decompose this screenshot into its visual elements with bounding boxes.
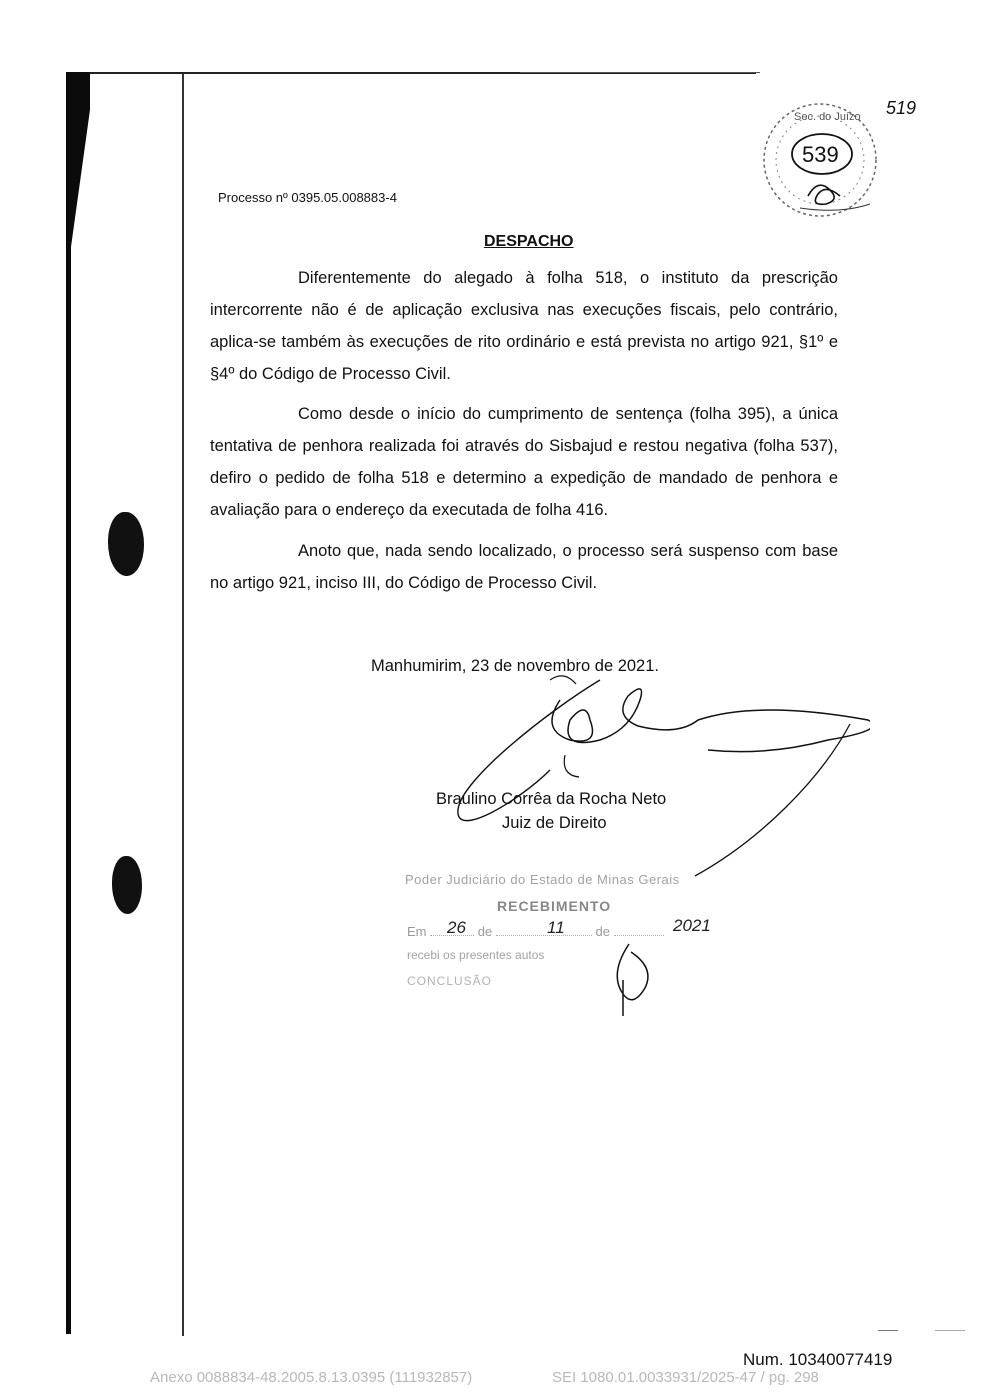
receipt-stamp	[405, 866, 745, 1006]
stamp-initials-signature	[601, 940, 661, 1020]
stamp-received-text: recebi os presentes autos	[407, 948, 545, 962]
document-number: Num. 10340077419	[743, 1350, 893, 1369]
stamp-title: RECEBIMENTO	[497, 898, 612, 914]
stamp-court-name: Poder Judiciário do Estado de Minas Gerais	[405, 872, 680, 887]
stamp-year: 2021	[673, 916, 711, 935]
paragraph-2-text: Como desde o início do cumprimento de sentença (folha 395), a única tentativa de penhora realizada foi através do Sisbajud e restou negativa (folha 537), defiro o pedido de folha 518 e determino a expedição de mandado de penhora e avaliação para o endereço da executada de folha 416.	[210, 405, 838, 519]
scan-left-edge	[66, 72, 71, 1334]
scan-top-border-right	[520, 72, 760, 73]
document-title: DESPACHO	[484, 233, 574, 250]
folio-seal-graphic	[760, 98, 940, 238]
annex-watermark: Anexo 0088834-48.2005.8.13.0395 (111932857)	[150, 1369, 473, 1386]
paragraph-1	[210, 262, 838, 390]
seal-ring-text: Sec. do Juízo	[794, 111, 861, 123]
paragraph-3-text: Anoto que, nada sendo localizado, o processo será suspenso com base no artigo 921, inciso III, do Código de Processo Civil.	[210, 542, 838, 592]
stamp-de-label-1: de	[477, 924, 493, 939]
process-number: Processo nº 0395.05.008883-4	[218, 190, 397, 205]
punch-hole-bottom	[112, 856, 142, 914]
stamp-de-label-2: de	[595, 924, 610, 939]
stamp-em-label: Em	[407, 924, 427, 939]
judge-title: Juiz de Direito	[502, 814, 607, 832]
handwritten-folio: 519	[886, 98, 917, 118]
stamp-month: 11	[547, 918, 565, 937]
seal-folio-number: 539	[802, 142, 839, 167]
paragraph-3	[210, 535, 838, 599]
paragraph-2	[210, 398, 838, 526]
paragraph-1-text: Diferentemente do alegado à folha 518, o instituto da prescrição intercorrente não é de aplicação exclusiva nas execuções fiscais, pelo contrário, aplica-se também às execuções de rito ordinário e está prevista no artigo 921, §1º e §4º do Código de Processo Civil.	[210, 269, 838, 383]
punch-hole-top	[108, 512, 144, 576]
stamp-day: 26	[447, 918, 466, 937]
stamp-date-label	[407, 924, 664, 939]
folio-seal	[760, 98, 940, 238]
judge-signature	[440, 640, 870, 880]
scan-mark	[935, 1330, 965, 1331]
stamp-conclusion-text: CONCLUSÃO	[407, 974, 493, 988]
sei-watermark: SEI 1080.01.0033931/2025-47 / pg. 298	[552, 1369, 819, 1386]
scan-mark	[878, 1330, 898, 1331]
judge-name: Braulino Corrêa da Rocha Neto	[436, 790, 667, 808]
page-margin-line	[182, 74, 184, 1336]
date-line: Manhumirim, 23 de novembro de 2021.	[371, 657, 659, 675]
